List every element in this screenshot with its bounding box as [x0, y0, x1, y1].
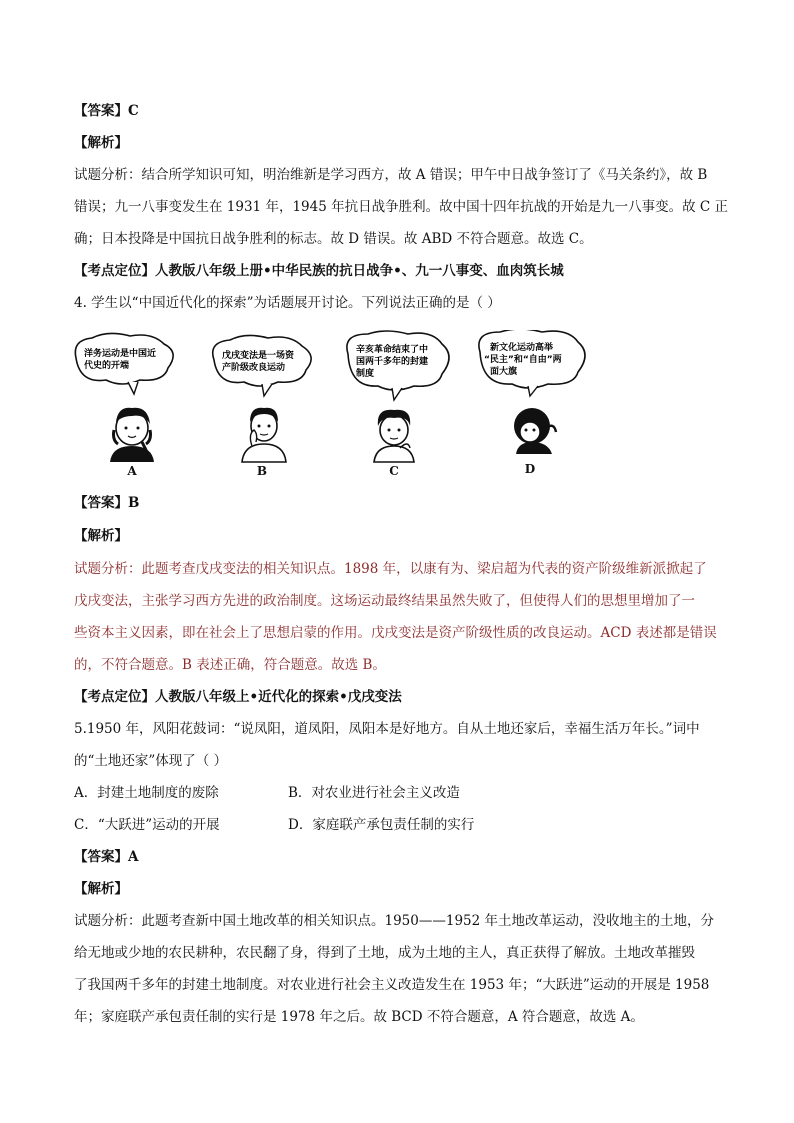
q5-analysis-label: 【解析】	[74, 881, 128, 897]
q4-analysis-line: 些资本主义因素，即在社会上了思想启蒙的作用。戊戌变法是资产阶级性质的改良运动。ACD 表述都是错误	[74, 625, 717, 641]
cartoon-a-drawing	[68, 330, 192, 480]
q4-kaodian: 【考点定位】人教版八年级上•近代化的探索•戊戌变法	[74, 689, 402, 705]
q3-analysis-label: 【解析】	[74, 135, 128, 151]
q5-analysis-line: 试题分析：此题考查新中国土地改革的相关知识点。1950——1952 年土地改革运动，没收地主的土地，分	[74, 913, 715, 929]
q4-cartoon-figure	[58, 330, 578, 480]
cartoon-a-letter: A	[127, 464, 137, 478]
q5-option-a: A．封建土地制度的废除	[74, 785, 219, 801]
cartoon-a	[68, 330, 192, 480]
q3-analysis-line: 确；日本投降是中国抗日战争胜利的标志。故 D 错误。故 ABD 不符合题意。故选 C。	[74, 231, 593, 247]
cartoon-b-letter: B	[256, 464, 268, 478]
q3-analysis-line: 试题分析：结合所学知识可知，明治维新是学习西方，故 A 错误；甲午中日战争签订了《马关条约》，故 B	[74, 167, 708, 183]
cartoon-d-bubble-line: “民主”和“自由”两	[484, 355, 562, 365]
q4-analysis-line: 戊戌变法，主张学习西方先进的政治制度。这场运动最终结果虽然失败了，但使得人们的思想里增加了一	[74, 593, 695, 609]
q4-analysis-line: 试题分析：此题考查戊戌变法的相关知识点。1898 年，以康有为、梁启超为代表的资产阶级维新派掀起了	[74, 561, 707, 577]
q5-analysis-line: 了我国两千多年的封建土地制度。对农业进行社会主义改造发生在 1953 年；“大跃进”运动的开展是 1958	[74, 977, 710, 993]
q4-analysis-label: 【解析】	[74, 528, 128, 544]
q3-analysis-line: 错误；九一八事变发生在 1931 年，1945 年抗日战争胜利。故中国十四年抗战的开始是九一八事变。故 C 正	[74, 199, 728, 215]
cartoon-b-drawing	[204, 330, 328, 480]
q5-option-b: B．对农业进行社会主义改造	[288, 785, 460, 801]
q3-kaodian: 【考点定位】人教版八年级上册•中华民族的抗日战争•、九一八事变、血肉筑长城	[74, 263, 564, 279]
q5-stem-line: 的“土地还家”体现了（ ）	[74, 753, 228, 769]
cartoon-d-letter: D	[524, 462, 536, 476]
q3-answer: 【答案】C	[74, 103, 139, 119]
cartoon-d-bubble-line: 面大旗	[490, 367, 518, 377]
cartoon-a-bubble-line: 代史的开端	[84, 361, 130, 371]
cartoon-c-bubble-line: 辛亥革命结束了中	[356, 345, 429, 355]
cartoon-b	[204, 330, 328, 480]
q5-analysis-line: 给无地或少地的农民耕种，农民翻了身，得到了土地，成为土地的主人，真正获得了解放。土地改革摧毁	[74, 945, 695, 961]
cartoon-c-drawing	[338, 330, 462, 480]
cartoon-c	[338, 330, 462, 480]
q5-option-d: D．家庭联产承包责任制的实行	[288, 817, 475, 833]
cartoon-b-bubble-line: 戊戌变法是一场资	[222, 351, 295, 361]
q5-answer: 【答案】A	[74, 849, 139, 865]
cartoon-d-drawing	[472, 330, 596, 480]
cartoon-d-bubble-line: 新文化运动高举	[490, 343, 554, 353]
q4-analysis-line: 的，不符合题意。B 表述正确，符合题意。故选 B。	[74, 657, 386, 673]
cartoon-c-bubble-line: 制度	[356, 369, 375, 379]
q5-stem-line: 5.1950 年，风阳花鼓词：“说凤阳，道凤阳，凤阳本是好地方。自从土地还家后，幸福生活万年长。”词中	[74, 721, 700, 737]
cartoon-c-bubble-line: 国两千多年的封建	[356, 357, 429, 367]
q4-stem: 4. 学生以“中国近代化的探索”为话题展开讨论。下列说法正确的是（ ）	[74, 295, 501, 311]
cartoon-b-bubble-line: 产阶级改良运动	[222, 363, 286, 373]
q5-option-c: C．“大跃进”运动的开展	[74, 817, 220, 833]
cartoon-c-letter: C	[389, 464, 399, 478]
cartoon-d	[472, 330, 596, 480]
cartoon-a-bubble-line: 洋务运动是中国近	[84, 349, 157, 359]
q4-answer: 【答案】B	[74, 495, 140, 511]
q5-analysis-line: 年；家庭联产承包责任制的实行是 1978 年之后。故 BCD 不符合题意，A 符合题意，故选 A。	[74, 1009, 644, 1025]
